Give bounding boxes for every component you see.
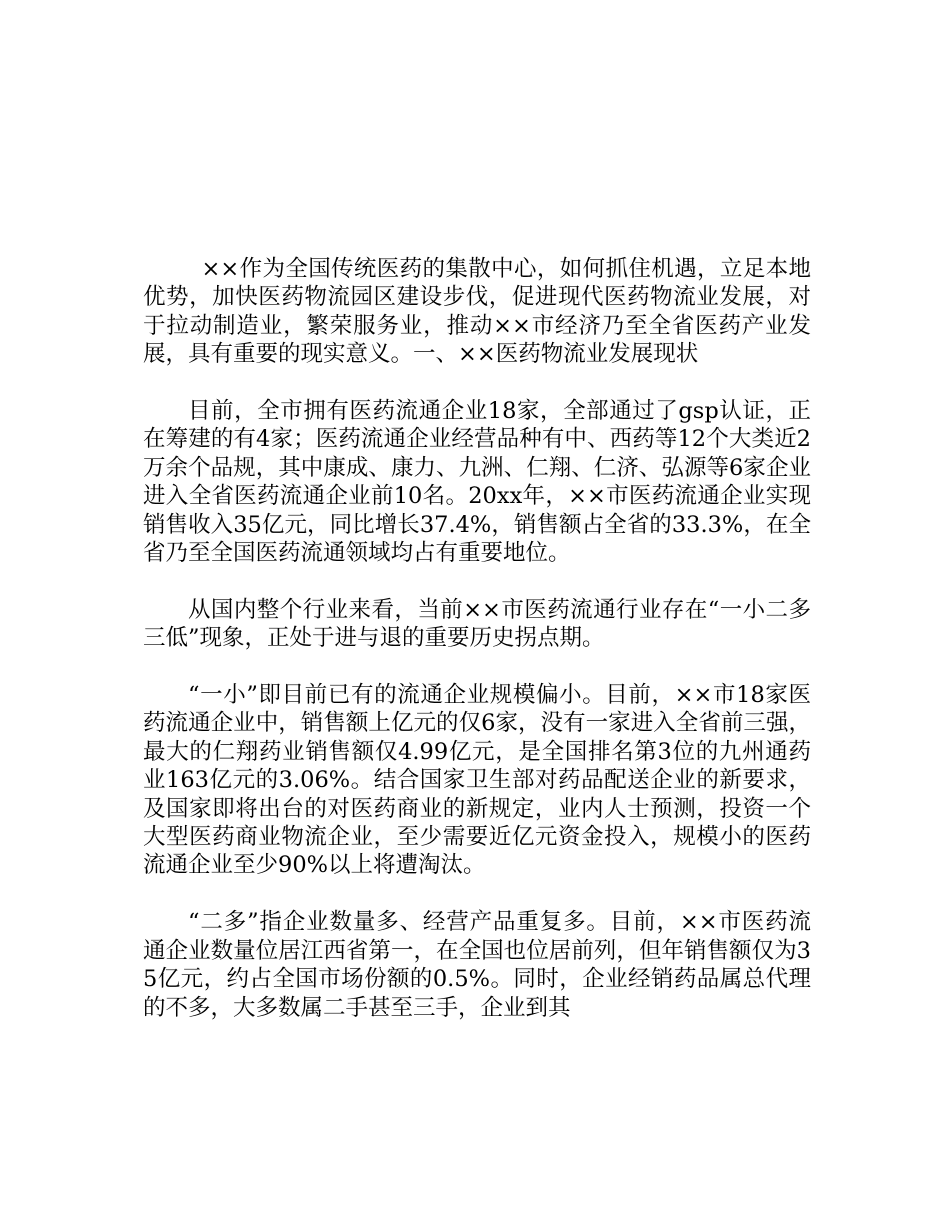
paragraph-current-status: 目前，全市拥有医药流通企业18家，全部通过了gsp认证，正在筹建的有4家；医药流通企业经营品种有中、西药等12个大类近2万余个品规，其中康成、康力、九洲、仁翔、仁济、弘源等6家企业进入全省医药流通企业前10名。20xx年，××市医药流通企业实现销售收入35亿元，同比增长37.4%，销售额占全省的33.3%，在全省乃至全国医药流通领域均占有重要地位。 bbox=[143, 398, 811, 567]
paragraph-intro: ××作为全国传统医药的集散中心，如何抓住机遇，立足本地优势，加快医药物流园区建设步伐，促进现代医药物流业发展，对于拉动制造业，繁荣服务业，推动××市经济乃至全省医药产业发展，具有重要的现实意义。一、××医药物流业发展现状 bbox=[143, 256, 811, 368]
document-body bbox=[143, 255, 811, 1050]
paragraph-one-small: “一小”即目前已有的流通企业规模偏小。目前，××市18家医药流通企业中，销售额上亿元的仅6家，没有一家进入全省前三强，最大的仁翔药业销售额仅4.99亿元，是全国排名第3位的九州通药业163亿元的3.06%。结合国家卫生部对药品配送企业的新要求，及国家即将出台的对医药商业的新规定，业内人士预测，投资一个大型医药商业物流企业，至少需要近亿元资金投入，规模小的医药流通企业至少90%以上将遭淘汰。 bbox=[143, 682, 811, 879]
paragraph-industry-overview: 从国内整个行业来看，当前××市医药流通行业存在“一小二多三低”现象，正处于进与退的重要历史拐点期。 bbox=[143, 596, 811, 652]
paragraph-two-many: “二多”指企业数量多、经营产品重复多。目前，××市医药流通企业数量位居江西省第一，在全国也位居前列，但年销售额仅为35亿元，约占全国市场份额的0.5%。同时，企业经销药品属总代理的不多，大多数属二手甚至三手，企业到其 bbox=[143, 909, 811, 1021]
